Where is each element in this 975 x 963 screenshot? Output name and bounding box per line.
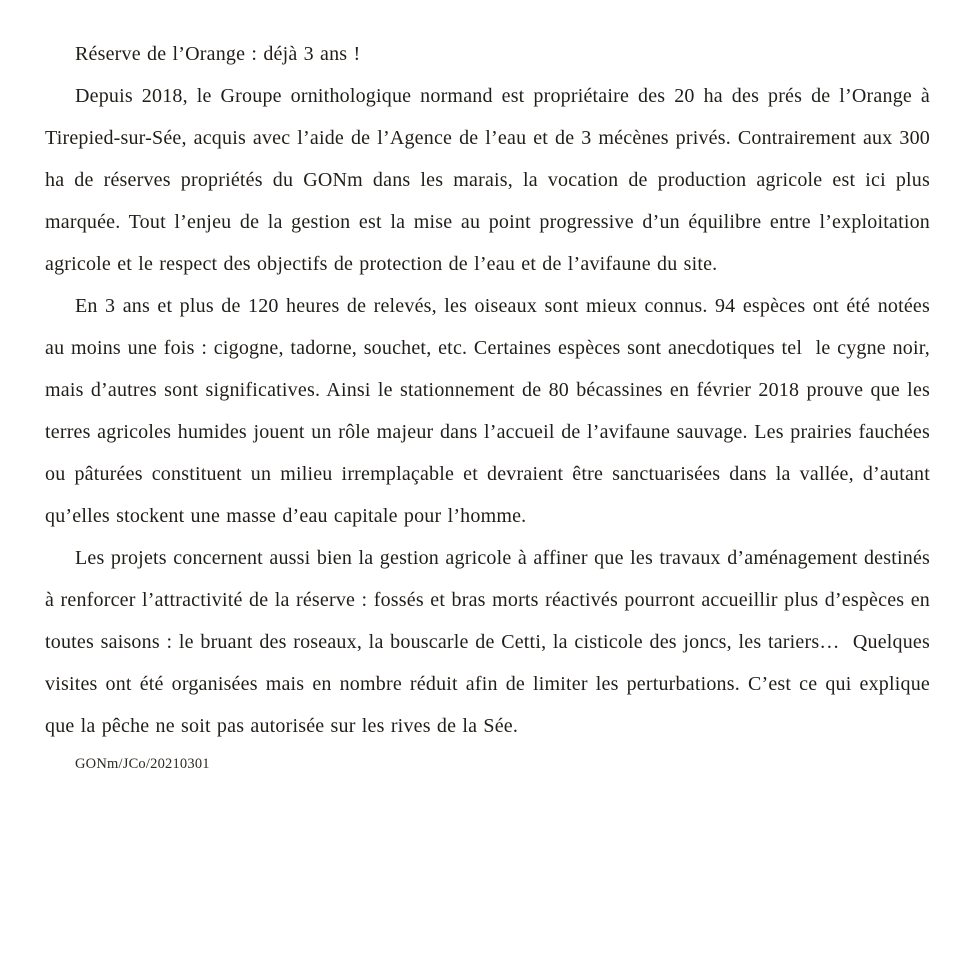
paragraph-projects: Les projets concernent aussi bien la gestion agricole à affiner que les travaux d’aménagement destinés à renforcer l’attractivité de la réserve : fossés et bras morts réactivés pourront accueillir plus d’espèces en toutes saisons : le bruant des roseaux, la bouscarle de Cetti, la cisticole des joncs, les tariers… Quelques visites ont été organisées mais en nombre réduit afin de limiter les perturbations. C’est ce qui explique que la pêche ne soit pas autorisée sur les rives de la Sée.	[45, 547, 930, 737]
paragraph-bird-surveys: En 3 ans et plus de 120 heures de relevés, les oiseaux sont mieux connus. 94 espèces ont été notées au moins une fois : cigogne, tadorne, souchet, etc. Certaines espèces sont anecdotiques tel le cygne noir, mais d’autres sont significatives. Ainsi le stationnement de 80 bécassines en février 2018 prouve que les terres agricoles humides jouent un rôle majeur dans l’accueil de l’avifaune sauvage. Les prairies fauchées ou pâturées constituent un milieu irremplaçable et devraient être sanctuarisées dans la vallée, d’autant qu’elles stockent une masse d’eau capitale pour l’homme.	[45, 295, 930, 527]
document-signature: GONm/JCo/20210301	[75, 756, 210, 772]
paragraph-ownership: Depuis 2018, le Groupe ornithologique normand est propriétaire des 20 ha des prés de l’Orange à Tirepied-sur-Sée, acquis avec l’aide de l’Agence de l’eau et de 3 mécènes privés. Contrairement aux 300 ha de réserves propriétés du GONm dans les marais, la vocation de production agricole est ici plus marquée. Tout l’enjeu de la gestion est la mise au point progressive d’un équilibre entre l’exploitation agricole et le respect des objectifs de protection de l’eau et de l’avifaune du site.	[45, 85, 930, 275]
document-title: Réserve de l’Orange : déjà 3 ans !	[75, 43, 361, 65]
